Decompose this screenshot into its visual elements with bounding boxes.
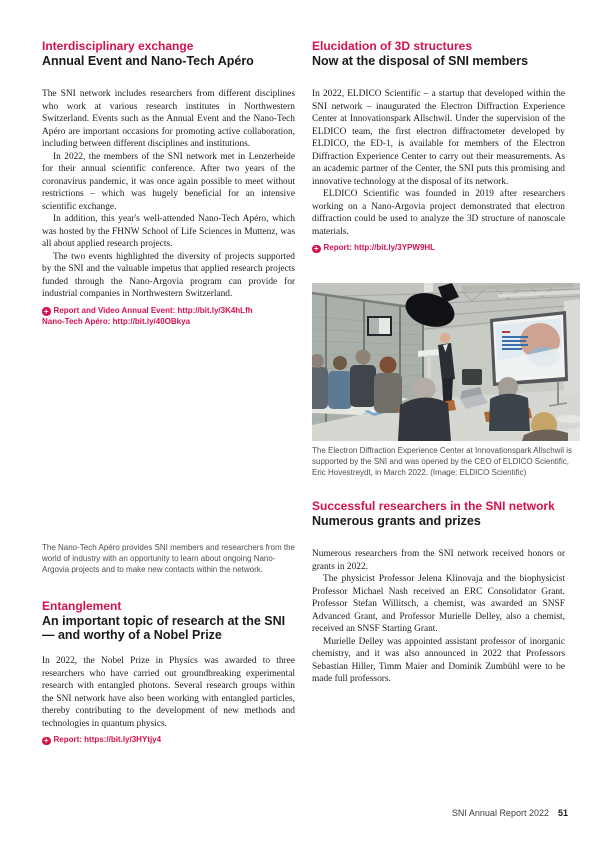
paragraph: The physicist Professor Jelena Klinovaja and the biophysicist Professor Michael Nash received an ERC Consolidator Grant. Professor Stefan Willitsch, a chemist, was awarded an SNSF Advanced Grant, and Professor Murielle Delley, also a chemist, received an SNSF Starting Grant. [312, 574, 565, 634]
plus-circle-icon: + [43, 736, 49, 745]
section-title: An important topic of research at the SNI — and worthy of a Nobel Prize [42, 614, 286, 642]
left-column [42, 40, 295, 830]
section-kicker: Successful researchers in the SNI network [312, 499, 555, 513]
section-body [312, 88, 565, 238]
section-title: Numerous grants and prizes [312, 514, 481, 528]
link-line [42, 734, 295, 746]
right-column [312, 40, 580, 830]
conference-room-photo [312, 283, 580, 441]
section-body [42, 655, 295, 730]
section-body [312, 548, 565, 686]
section-kicker: Entanglement [42, 599, 122, 613]
plus-circle-icon: + [43, 306, 49, 316]
section-successful-researchers [312, 500, 568, 686]
section-kicker: Interdisciplinary exchange [42, 39, 194, 53]
nano-tech-apero-link[interactable]: Nano-Tech Apéro: http://bit.ly/40OBkya [42, 317, 191, 326]
entanglement-report-link[interactable]: Report: https://bit.ly/3HYtjy4 [53, 735, 162, 744]
section-title: Annual Event and Nano-Tech Apéro [42, 54, 254, 68]
report-links [312, 242, 565, 254]
eldico-report-link[interactable]: Report: http://bit.ly/3YPW9HL [323, 243, 436, 252]
paragraph: In 2022, the members of the SNI network met in Lenzerheide for their annual scientific conference. After two years of the coronavirus pandemic, it was once again possible to meet without restrictions – which was hugely beneficial for an intensive scientific exchange. [42, 151, 295, 212]
link-line [42, 316, 295, 328]
plus-circle-icon: + [313, 244, 319, 253]
section-interdisciplinary-exchange [42, 40, 295, 328]
footer-page-number: 51 [557, 808, 568, 818]
paragraph: In 2022, ELDICO Scientific – a startup that developed within the SNI network – inaugurated the Electron Diffraction Experience Center at Innovationspark Allschwil. Under the supervision of the ELDICO team, the first electron diffractometer developed by ELDICO, the ED-1, is available for members of the Electron Diffraction Experience Center to carry out their measurements. As an academic partner of the Center, the SNI puts this promising and innovative technology at the disposal of its network. [312, 89, 565, 187]
paragraph: The SNI network includes researchers from different disciplines who work at various research institutes in Northwestern Switzerland. Events such as the Annual Event and the Nano-Tech Apéro are important occasions for promoting active collaboration, including between different disciplines and institutions. [42, 89, 295, 149]
link-line [42, 305, 295, 317]
report-links [42, 305, 295, 328]
eldico-photo-caption: The Electron Diffraction Experience Center at Innovationspark Allschwil is supported by the SNI and was opened by the CEO of ELDICO Scientific, Eric Hovestreydt, in March 2022. (Image: ELDICO Scientific) [312, 446, 572, 477]
paragraph: In 2022, the Nobel Prize in Physics was awarded to three researchers who have carried out groundbreaking experimental research with entangled photons. Several research groups within the SNI network have also been working with entangled particles, thereby contributing to the development of new methods and technologies in quantum physics. [42, 656, 295, 729]
paragraph: The two events highlighted the diversity of projects supported by the SNI and the valuable impetus that applied research projects funded through the Nano-Argovia program can provide for industrial companies in Northwestern Switzerland. [42, 251, 295, 299]
footer-report-title: SNI Annual Report 2022 [451, 808, 549, 818]
paragraph: Numerous researchers from the SNI network received honors or grants in 2022. [312, 549, 565, 572]
paragraph: In addition, this year's well-attended Nano-Tech Apéro, which was hosted by the FHNW School of Life Sciences in Muttenz, was all about applied research projects. [42, 214, 295, 249]
page-footer [452, 808, 568, 818]
annual-event-report-link[interactable]: Report and Video Annual Event: http://bit.ly/3K4hLfh [53, 305, 253, 315]
paragraph: ELDICO Scientific was founded in 2019 after researchers working on a Nano-Argovia project demonstrated that electron diffraction could be used to analyze the 3D structure of nanoscale materials. [312, 189, 565, 237]
section-body [42, 88, 295, 301]
section-title: Now at the disposal of SNI members [312, 54, 529, 68]
section-kicker: Elucidation of 3D structures [312, 39, 473, 53]
photo-wall-tv [367, 316, 392, 336]
nano-tech-apero-caption: The Nano-Tech Apéro provides SNI members and researchers from the world of industry with an opportunity to learn about ongoing Nano-Argovia projects and to make new contacts within the network. [42, 543, 296, 574]
section-3d-structures [312, 40, 565, 254]
paragraph: Murielle Delley was appointed assistant professor of inorganic chemistry, and it was also announced in 2022 that Professors Sebastian Hiller, Timm Maier and Dominik Zumbühl were to be made full professors. [312, 636, 565, 684]
section-entanglement [42, 600, 295, 746]
link-line [312, 242, 565, 254]
report-links [42, 734, 295, 746]
